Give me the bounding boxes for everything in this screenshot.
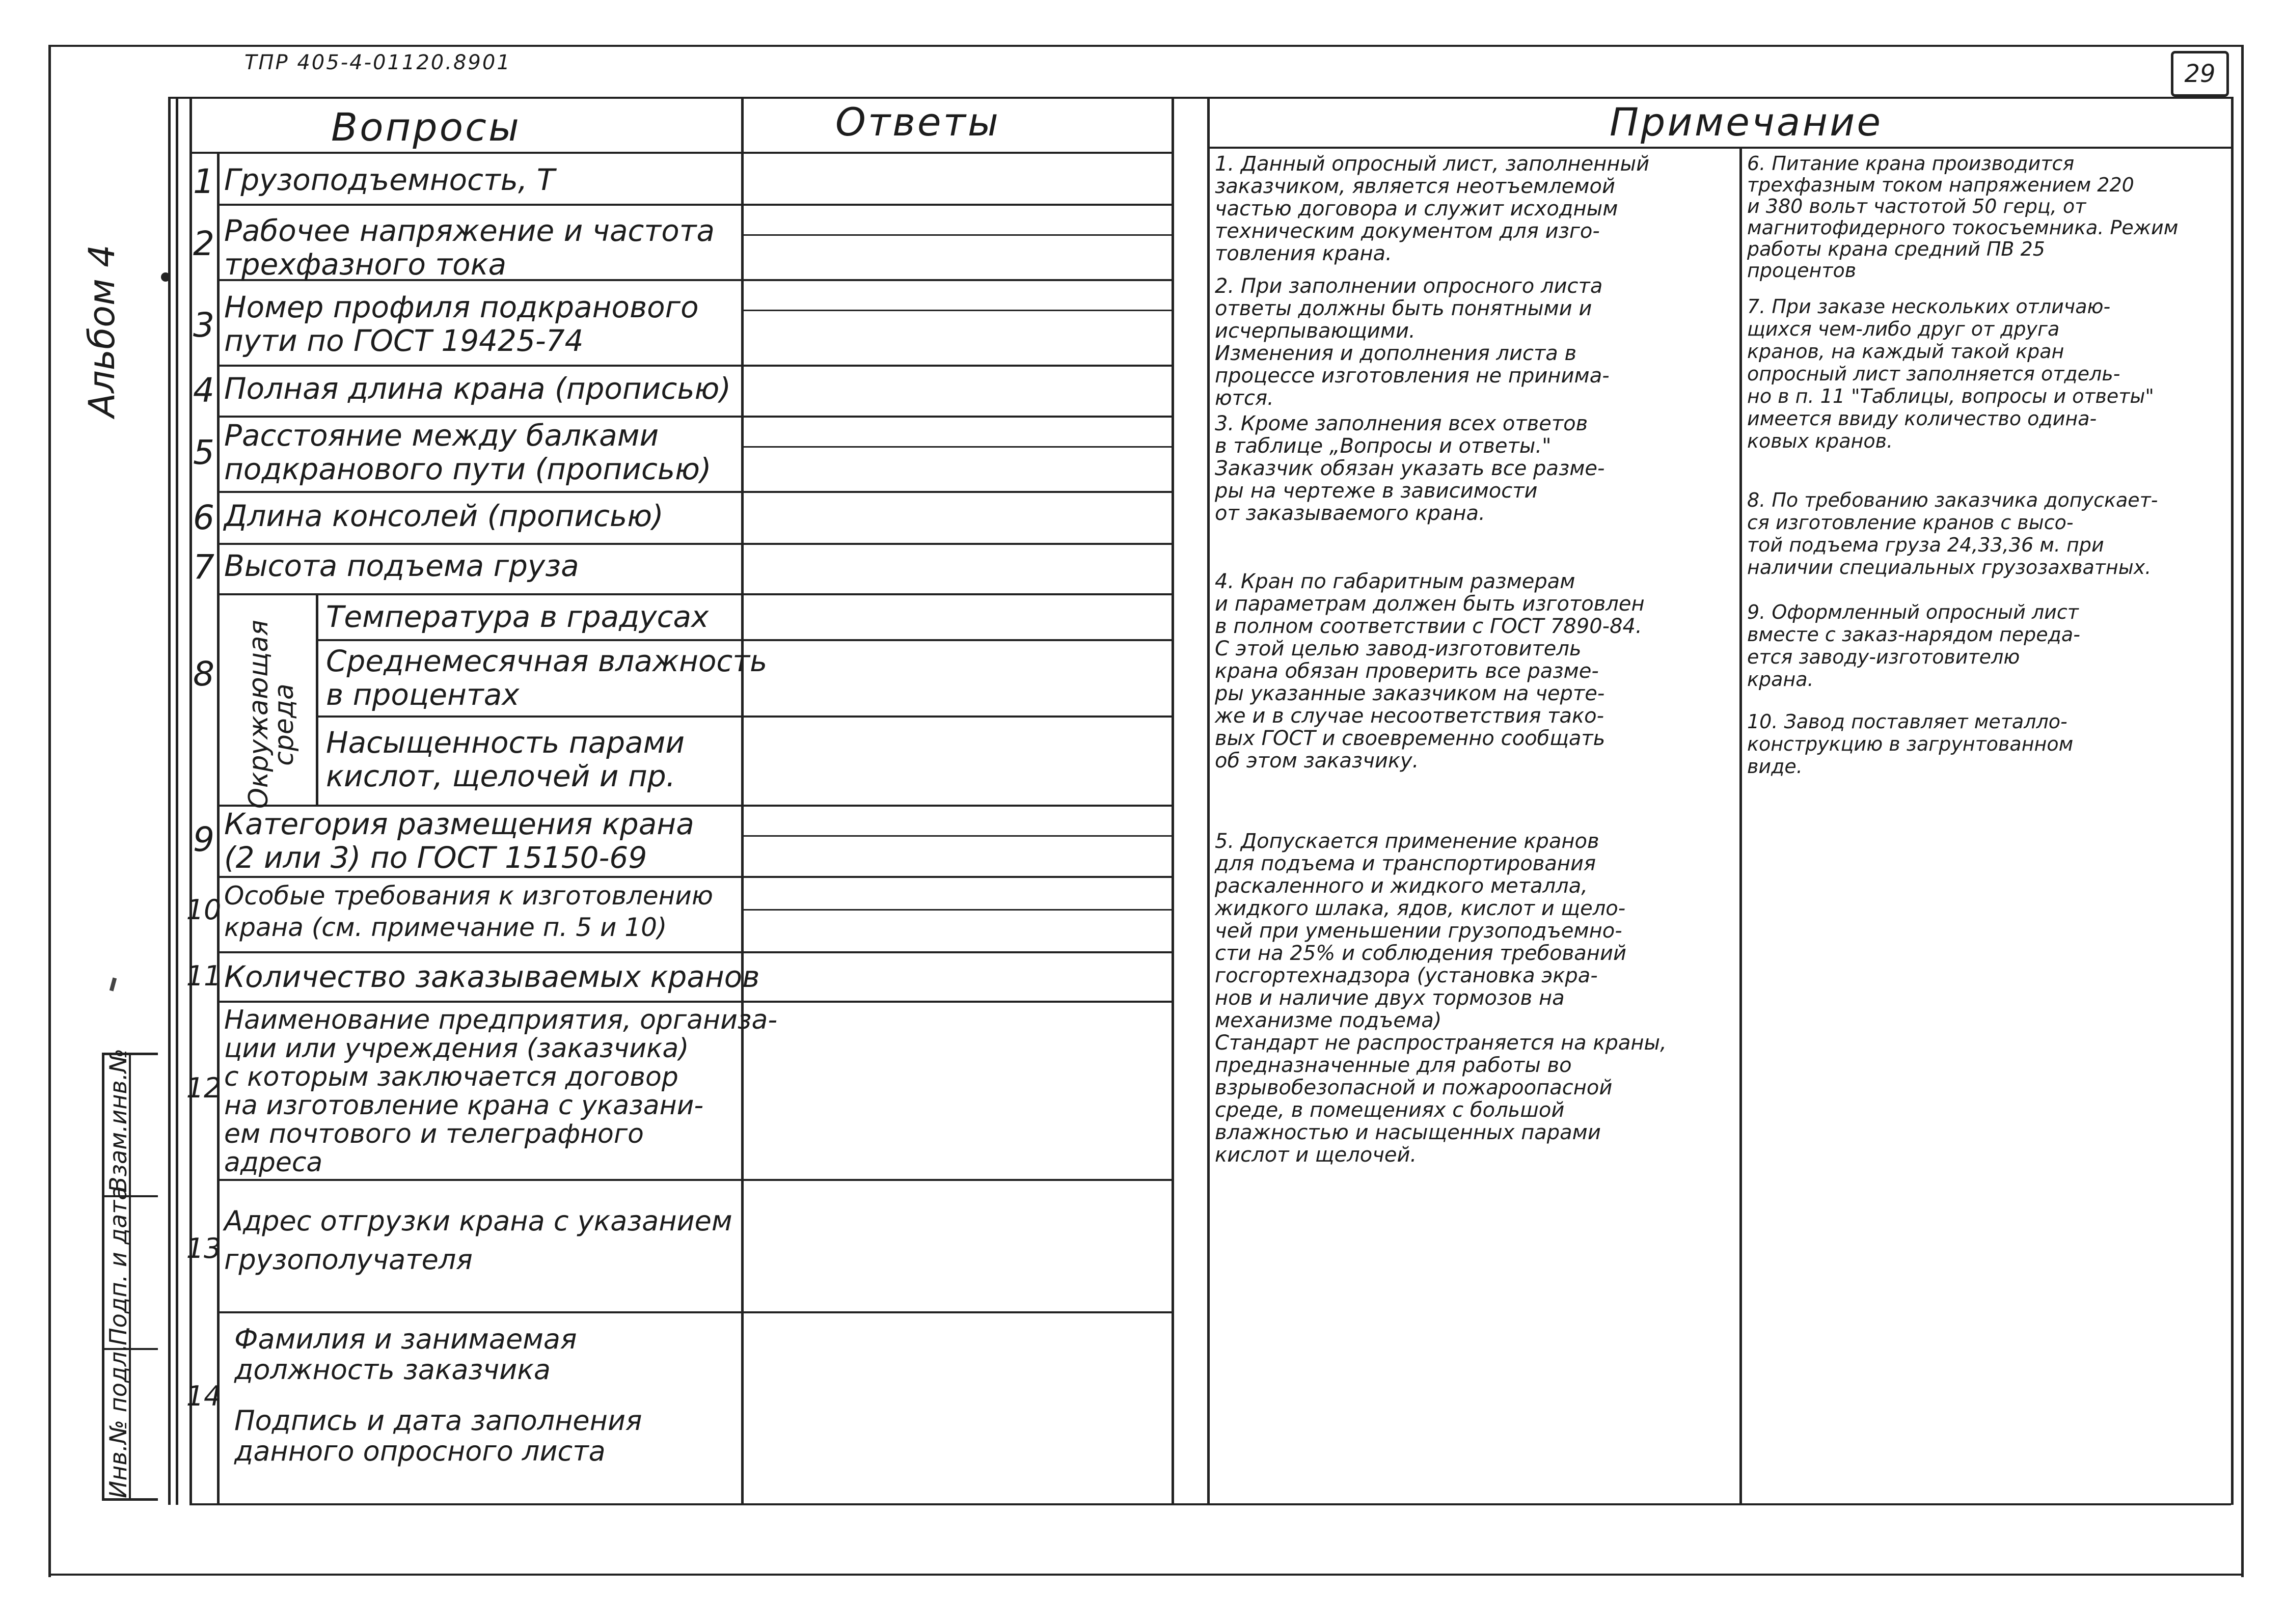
stamp-label-sign: Подп. и дата [104,1186,132,1345]
row-number: 7 [193,547,214,587]
grid-line [316,639,1172,641]
question-text: Высота подъема груза [224,548,579,583]
grid-line [741,310,1172,311]
grid-line [1207,97,1210,1505]
grid-line [217,491,1172,493]
grid-line [217,365,1172,367]
grid-line [168,97,171,1505]
question-text: Длина консолей (прописью) [224,499,664,533]
row-number: 2 [193,224,214,263]
question-text: Полная длина крана (прописью) [224,371,731,406]
bottom-rule [48,1574,2241,1576]
header-answers: Ответы [835,99,1000,145]
note-6: 6. Питание крана производится трехфазным током напряжением 220 и 380 вольт частотой 50 герц, от магнитофидерного токосъемника. Режим работы крана средний ПВ 25 процентов [1747,152,2179,282]
note-10: 10. Завод поставляет металло- конструкцию в загрунтованном виде. [1747,710,2074,778]
note-1: 1. Данный опросный лист, заполненный заказчиком, является неотъемлемой частью договора и служит исходным техническим документом для изго- товления крана. [1215,152,1650,265]
grid-line [741,446,1172,448]
question-text: Адрес отгрузки крана с указанием грузополучателя [224,1205,732,1276]
grid-line [168,97,2231,99]
question-text: Категория размещения крана (2 или 3) по ГОСТ 15150-69 [224,807,694,875]
row-number: 3 [193,306,214,345]
grid-line [176,97,178,1505]
grid-line [2231,97,2234,1505]
note-9: 9. Оформленный опросный лист вместе с заказ-нарядом переда- ется заводу-изготовителю крана. [1747,601,2080,691]
grid-line [217,1311,1172,1313]
grid-line [189,1503,2231,1505]
row-number: 8 [193,654,214,694]
grid-line [217,876,1172,878]
row-number: 11 [186,960,222,992]
grid-line [217,204,1172,206]
row-number: 12 [186,1072,222,1104]
row-number: 10 [186,894,222,926]
note-3: 3. Кроме заполнения всех ответов в таблице „Вопросы и ответы." Заказчик обязан указать все разме- ры на чертеже в зависимости от заказываемого крана. [1215,412,1605,525]
question-text: Грузоподъемность, Т [224,162,555,197]
approval-stamp [102,1048,158,1501]
question-subtext: Температура в градусах [326,599,709,634]
question-text: Наименование предприятия, организа- ции или учреждения (заказчика) с которым заключается договор на изготовление крана с указани- ем почтового и телеграфного адреса [224,1005,778,1178]
grid-line [217,1001,1172,1003]
grid-line [741,234,1172,236]
grid-line [189,152,1172,154]
grid-line [217,1179,1172,1181]
environment-group-label: Окружающая среда [243,620,300,809]
header-notes: Примечание [1610,99,1883,145]
question-text: Номер профиля подкранового пути по ГОСТ 19425-74 [224,290,699,358]
row-number: 5 [193,433,214,472]
note-8: 8. По требованию заказчика допускает- ся изготовление кранов с высо- той подъема груза 24,33,36 м. при наличии специальных грузозахватных. [1747,489,2158,579]
grid-line [217,543,1172,545]
header-questions: Вопросы [331,104,521,150]
note-5: 5. Допускается применение кранов для подъема и транспортирования раскаленного и жидкого металла, жидкого шлака, ядов, кислот и щело- чей при уменьшении грузоподъемно- сти на 25% и соблюдения требований госгортехнадзора (установка экра- нов и наличие двух тормозов на механизме подъема) Стандарт не распространяется на краны, предназначенные для работы во взрывобезопасной и пожароопасной среде, в помещениях с большой влажностью и насыщенных парами кислот и щелочей. [1215,830,1667,1167]
stamp-label-replace: Взам.инв.№ [104,1048,132,1193]
note-2: 2. При заполнении опросного листа ответы должны быть понятными и исчерпывающими. Изменения и дополнения листа в процессе изготовления не принима- ются. [1215,274,1610,410]
row-number: 9 [193,820,214,859]
stamp-label-inv: Инв.№ подл. [104,1344,132,1498]
grid-line [217,416,1172,418]
row-number: 1 [193,162,214,201]
grid-line [741,909,1172,911]
question-text: Фамилия и занимаемая должность заказчика Подпись и дата заполнения данного опросного листа [234,1323,642,1467]
question-text: Особые требования к изготовлению крана (см. примечание п. 5 и 10) [224,881,713,942]
grid-line [741,835,1172,837]
question-text: Расстояние между балками подкранового пути (прописью) [224,418,712,486]
grid-line [1207,147,2231,149]
question-text: Рабочее напряжение и частота трехфазного тока [224,213,715,282]
note-7: 7. При заказе нескольких отличаю- щихся чем-либо друг от друга кранов, на каждый такой кран опросный лист заполняется отдель- но в п. 11 "Таблицы, вопросы и ответы" имеется ввиду количество одина- ковых кранов. [1747,295,2154,452]
grid-line [1172,97,1174,1505]
album-label: Альбом 4 [81,244,123,418]
grid-line [316,715,1172,718]
grid-line [316,593,318,805]
document-code: ТПР 405-4-01120.8901 [244,51,511,74]
question-subtext: Насыщенность парами кислот, щелочей и пр. [326,725,685,793]
grid-line [217,951,1172,953]
sheet-number: 29 [2171,51,2229,97]
row-number: 6 [193,498,214,537]
question-subtext: Среднемесячная влажность в процентах [326,644,768,712]
row-number: 13 [186,1232,222,1264]
row-number: 4 [193,371,214,410]
grid-line [741,97,744,1505]
question-text: Количество заказываемых кранов [224,959,760,994]
grid-line [217,593,1172,595]
grid-line [1739,148,1742,1505]
note-4: 4. Кран по габаритным размерам и параметрам должен быть изготовлен в полном соответствии с ГОСТ 7890-84. С этой целью завод-изготовитель крана обязан проверить все разме- ры указанные заказчиком на черте- же и в случае несоответствия тако- вых ГОСТ и своевременно сообщать об этом заказчику. [1215,570,1645,773]
row-number: 14 [186,1380,222,1412]
